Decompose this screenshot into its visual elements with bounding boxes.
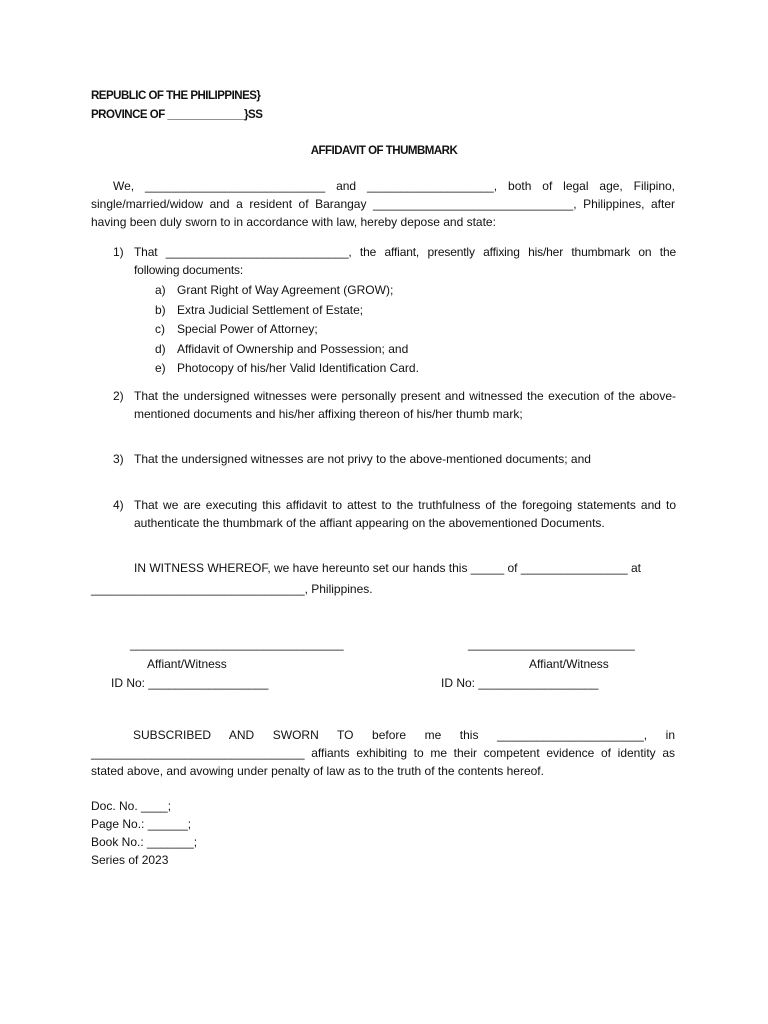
item-1-text: That ____________________________, the affiant, presently affixing his/her thumbmark on the following documents: [134, 245, 676, 277]
signature-label-left: Affiant/Witness [147, 657, 227, 671]
witness-clause-line1: IN WITNESS WHEREOF, we have hereunto set our hands this _____ of ________________ at [134, 561, 641, 575]
item-4-number: 4) [113, 498, 124, 512]
list-item-letter: c) [155, 322, 165, 336]
list-item-text: Photocopy of his/her Valid Identification Card. [177, 361, 419, 375]
item-3-text: That the undersigned witnesses are not privy to the above-mentioned documents; and [134, 452, 591, 466]
list-item [155, 320, 419, 340]
list-item-text: Affidavit of Ownership and Possession; and [177, 341, 409, 356]
intro-paragraph: We, ___________________________ and ___________________, both of legal age, Filipino, single/married/widow and a resident of Barangay ______________________________, Philippines, after having been duly sworn to in accordance with law, hereby depose and state: [91, 179, 675, 229]
list-item-letter: e) [155, 361, 166, 375]
list-item-letter: b) [155, 302, 166, 317]
item-2-text: That the undersigned witnesses were personally present and witnessed the execution of the above-mentioned documents and his/her affixing thereon of his/her thumb mark; [134, 389, 676, 421]
signature-label-right: Affiant/Witness [529, 657, 609, 671]
witness-clause-line2: ________________________________, Philippines. [91, 582, 373, 596]
doc-number: Doc. No. ____; [91, 799, 172, 813]
list-item-text: Special Power of Attorney; [177, 322, 318, 336]
id-number-left: ID No: __________________ [111, 676, 269, 690]
list-item [155, 281, 419, 301]
item-2-number: 2) [113, 389, 124, 403]
series-year: Series of 2023 [91, 853, 169, 867]
documents-list [155, 281, 419, 379]
item-3-number: 3) [113, 452, 124, 466]
list-item-text: Grant Right of Way Agreement (GROW); [177, 283, 394, 297]
book-number: Book No.: _______; [91, 835, 198, 849]
signature-line-left: ________________________________ [130, 637, 344, 651]
item-1-number: 1) [113, 245, 124, 259]
signature-line-right: _________________________ [468, 637, 635, 651]
document-title: AFFIDAVIT OF THUMBMARK [310, 145, 458, 157]
list-item-text: Extra Judicial Settlement of Estate; [177, 302, 364, 317]
list-item-letter: a) [155, 283, 166, 297]
list-item-letter: d) [155, 341, 166, 356]
list-item [155, 340, 419, 360]
page-number: Page No.: ______; [91, 817, 192, 831]
list-item [155, 359, 419, 379]
jurat-paragraph: SUBSCRIBED AND SWORN TO before me this ______________________, in ________________________________ affiants exhibiting to me their competent evidence of identity as stated above, and avowing under penalty of law as to the truth of the contents hereof. [91, 728, 675, 778]
item-4-text: That we are executing this affidavit to attest to the truthfulness of the foregoing statements and to authenticate the thumbmark of the affiant appearing on the abovementioned Documents. [134, 498, 676, 530]
header-province: PROVINCE OF _____________}SS [91, 109, 263, 121]
list-item [155, 301, 419, 321]
id-number-right: ID No: __________________ [441, 676, 599, 690]
header-republic: REPUBLIC OF THE PHILIPPINES} [91, 90, 261, 102]
